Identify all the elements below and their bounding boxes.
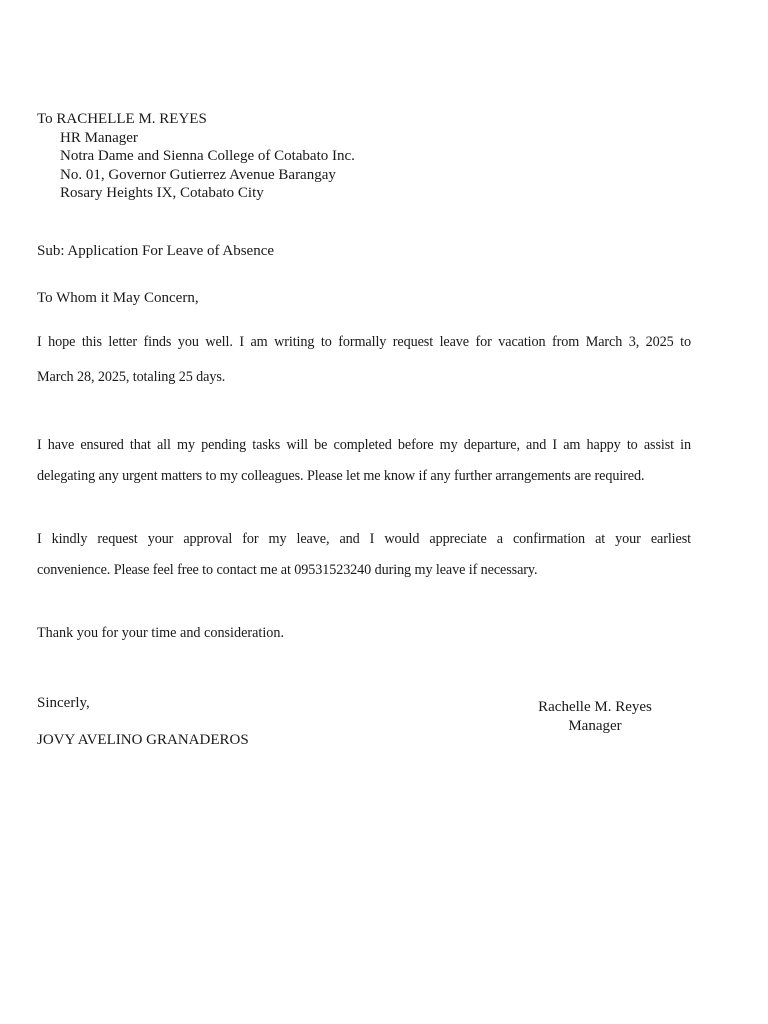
body-paragraph-2	[37, 430, 691, 492]
salutation: To Whom it May Concern,	[37, 290, 199, 306]
recipient-address-line1: No. 01, Governor Gutierrez Avenue Barangay	[60, 167, 336, 183]
paragraph-line: March 28, 2025, totaling 25 days.	[37, 369, 226, 385]
thanks-line: Thank you for your time and consideration.	[37, 625, 285, 641]
approver-name: Rachelle M. Reyes	[538, 699, 652, 715]
paragraph-line: delegating any urgent matters to my colleagues. Please let me know if any further arrangements are required.	[37, 468, 645, 484]
paragraph-line: I kindly request your approval for my leave, and I would appreciate a confirmation at your earliest	[37, 531, 691, 547]
recipient-organization: Notra Dame and Sienna College of Cotabato Inc.	[60, 148, 355, 164]
subject-line: Sub: Application For Leave of Absence	[37, 243, 275, 259]
approver-block	[520, 698, 670, 736]
body-paragraph-1	[37, 327, 691, 393]
sender-name: JOVY AVELINO GRANADEROS	[37, 732, 249, 748]
closing: Sincerly,	[37, 695, 90, 711]
approver-title: Manager	[568, 718, 622, 734]
recipient-to-line: To RACHELLE M. REYES	[37, 111, 207, 127]
recipient-title: HR Manager	[60, 130, 138, 146]
paragraph-line: I hope this letter finds you well. I am writing to formally request leave for vacation from March 3, 2025 to	[37, 334, 691, 350]
paragraph-line: I have ensured that all my pending tasks will be completed before my departure, and I am happy to assist in	[37, 437, 691, 453]
recipient-address-line2: Rosary Heights IX, Cotabato City	[60, 185, 264, 201]
paragraph-line: convenience. Please feel free to contact me at 09531523240 during my leave if necessary.	[37, 562, 538, 578]
body-paragraph-3	[37, 524, 691, 586]
